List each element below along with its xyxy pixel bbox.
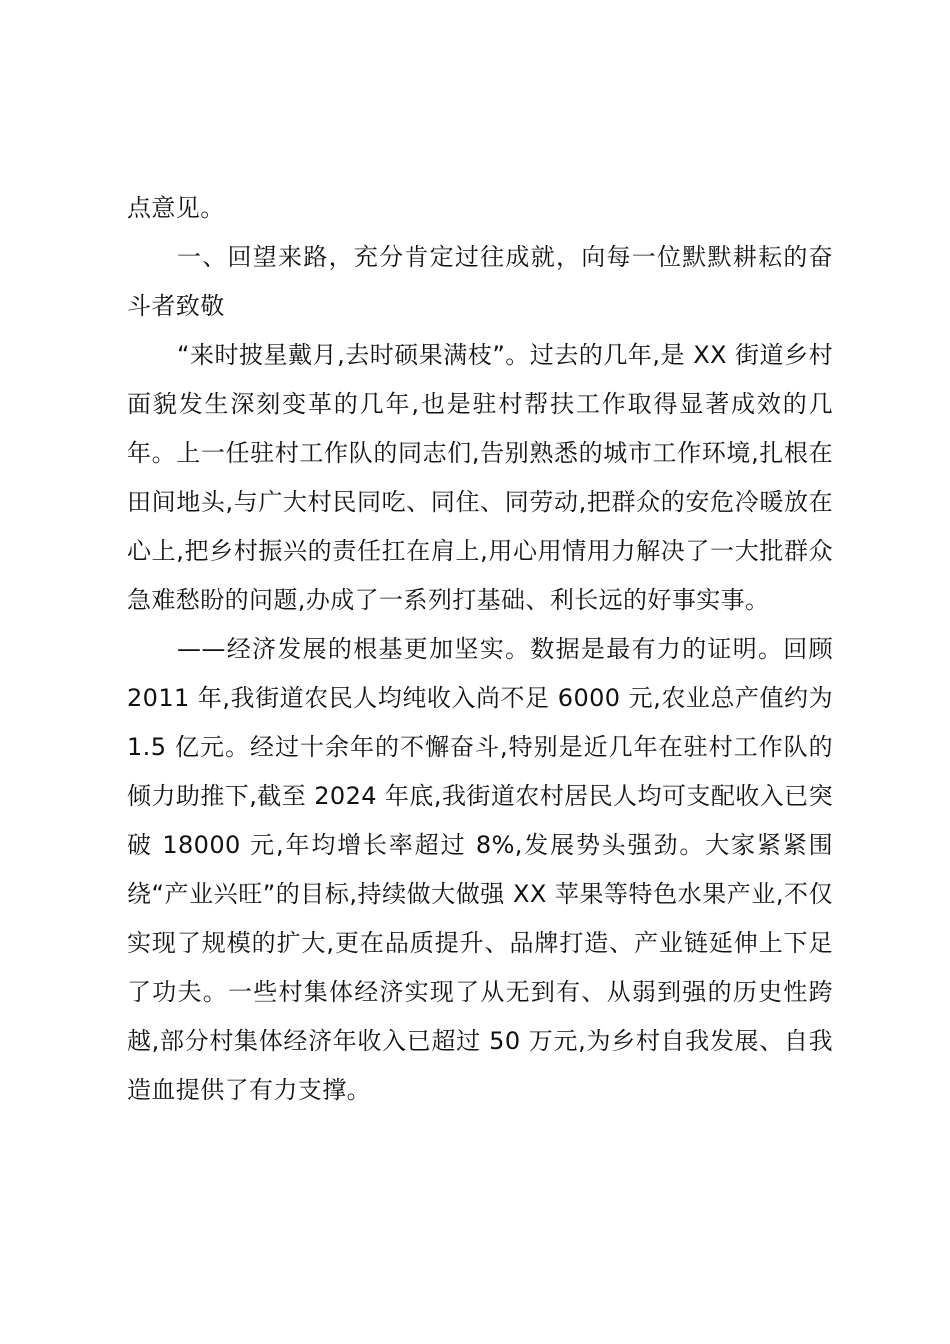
paragraph-intro: “来时披星戴月,去时硕果满枝”。过去的几年,是 XX 街道乡村面貌发生深刻变革的几年,也是驻村帮扶工作取得显著成效的几年。上一任驻村工作队的同志们,告别熟悉的城市工作环境,扎根在田间地头,与广大村民同吃、同住、同劳动,把群众的安危冷暖放在心上,把乡村振兴的责任扛在肩上,用心用情用力解决了一大批群众急难愁盼的问题,办成了一系列打基础、利长远的好事实事。 bbox=[127, 341, 833, 614]
paragraph-economy: ——经济发展的根基更加坚实。数据是最有力的证明。回顾 2011 年,我街道农民人均纯收入尚不足 6000 元,农业总产值约为 1.5 亿元。经过十余年的不懈奋斗,特别是近几年在驻村工作队的倾力助推下,截至 2024 年底,我街道农村居民人均可支配收入已突破 18000 元,年均增长率超过 8%,发展势头强劲。大家紧紧围绕“产业兴旺”的目标,持续做大做强 XX 苹果等特色水果产业,不仅实现了规模的扩大,更在品质提升、品牌打造、产业链延伸上下足了功夫。一些村集体经济实现了从无到有、从弱到强的历史性跨越,部分村集体经济年收入已超过 50 万元,为乡村自我发展、自我造血提供了有力支撑。 bbox=[127, 635, 833, 1104]
section-heading: 一、回望来路，充分肯定过往成就，向每一位默默耕耘的奋斗者致敬 bbox=[127, 243, 833, 320]
document-body bbox=[127, 184, 833, 1115]
paragraph-continuation: 点意见。 bbox=[127, 194, 225, 222]
